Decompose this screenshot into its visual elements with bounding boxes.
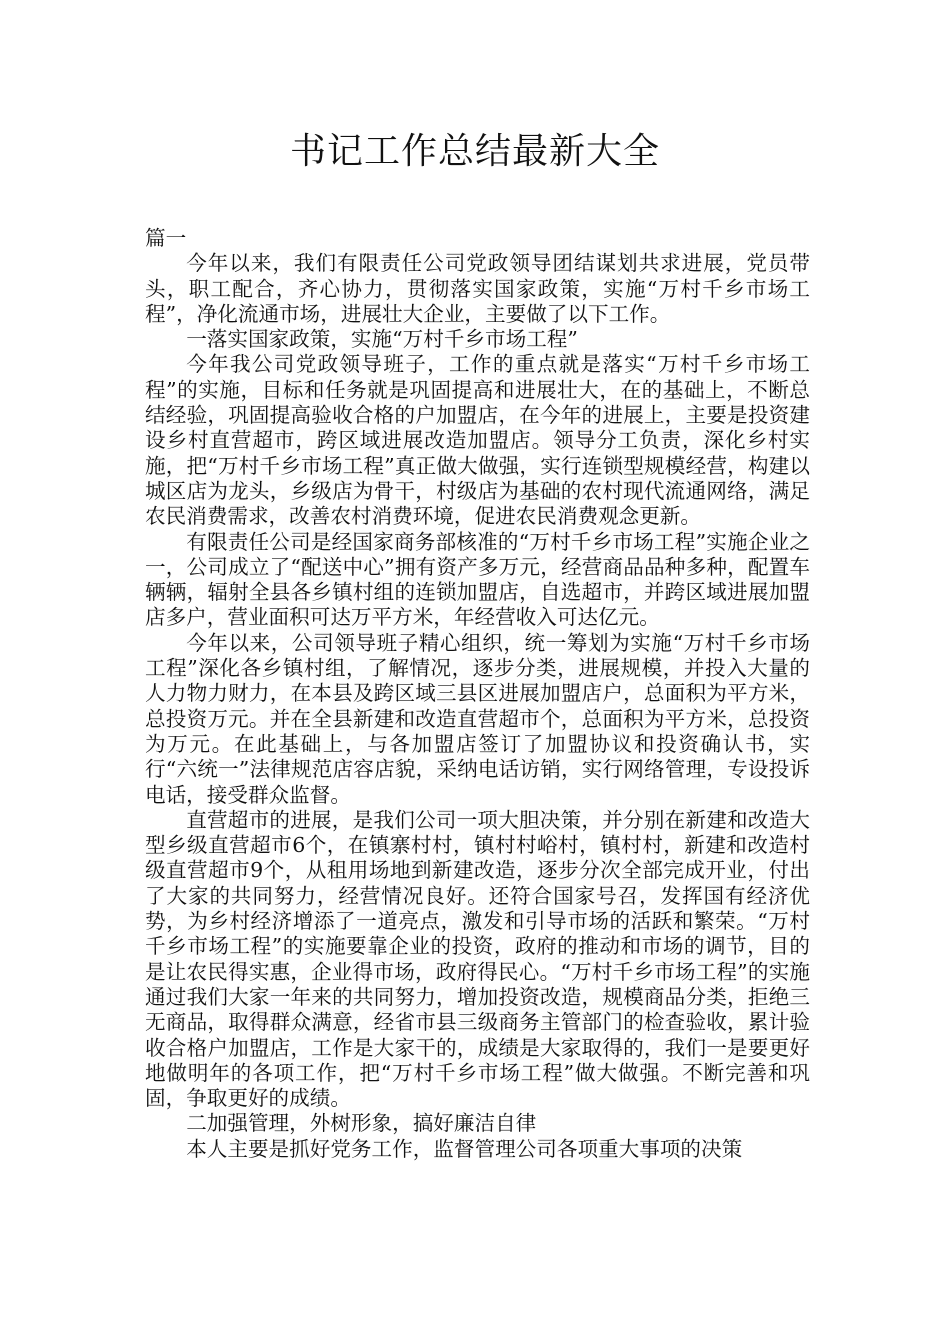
document-title: 书记工作总结最新大全: [289, 131, 660, 172]
section-label: 篇一: [145, 226, 187, 250]
heading-section-two: 二加强管理，外树形象，搞好廉洁自律: [186, 1111, 537, 1136]
heading-section-one: 一落实国家政策，实施“万村千乡市场工程”: [186, 327, 578, 352]
paragraph-work-focus: 今年我公司党政领导班子，工作的重点就是落实“万村千乡市场工程”的实施，目标和任务就是巩固提高和进展壮大，在的基础上，不断总结经验，巩固提高验收合格的户加盟店，在今年的进展上，主要是投资建设乡村直营超市，跨区域进展改造加盟店。领导分工负责，深化乡村实施，把“万村千乡市场工程”真正做大做强，实行连锁型规模经营，构建以城区店为龙头，乡级店为骨干，村级店为基础的农村现代流通网络，满足农民消费需求，改善农村消费环境，促进农民消费观念更新。: [145, 352, 810, 529]
paragraph-direct-stores: 直营超市的进展，是我们公司一项大胆决策，并分别在新建和改造大型乡级直营超市6个，在镇寨村村，镇村村峪村，镇村村，新建和改造村级直营超市9个，从租用场地到新建改造，逐步分次全部完成开业，付出了大家的共同努力，经营情况良好。还符合国家号召，发挥国有经济优势，为乡村经济增添了一道亮点，激发和引导市场的活跃和繁荣。“万村千乡市场工程”的实施要靠企业的投资，政府的推动和市场的调节，目的是让农民得实惠，企业得市场，政府得民心。“万村千乡市场工程”的实施通过我们大家一年来的共同努力，增加投资改造，规模商品分类，拒绝三无商品，取得群众满意，经省市县三级商务主管部门的检查验收，累计验收合格户加盟店，工作是大家干的，成绩是大家取得的，我们一是要更好地做明年的各项工作，把“万村千乡市场工程”做大做强。不断完善和巩固，争取更好的成绩。: [145, 807, 810, 1111]
paragraph-party-work: 本人主要是抓好党务工作，监督管理公司各项重大事项的决策: [186, 1136, 743, 1161]
document-body: [145, 226, 810, 1162]
paragraph-intro: 今年以来，我们有限责任公司党政领导团结谋划共求进展，党员带头，职工配合，齐心协力，贯彻落实国家政策，实施“万村千乡市场工程”，净化流通市场，进展壮大企业，主要做了以下工作。: [145, 251, 810, 326]
paragraph-planning: 今年以来，公司领导班子精心组织，统一筹划为实施“万村千乡市场工程”深化各乡镇村组，了解情况，逐步分类，进展规模，并投入大量的人力物力财力，在本县及跨区域三县区进展加盟店户，总面积为平方米，总投资万元。并在全县新建和改造直营超市个，总面积为平方米，总投资为万元。在此基础上，与各加盟店签订了加盟协议和投资确认书，实行“六统一”法律规范店容店貌，采纳电话访销，实行网络管理，专设投诉电话，接受群众监督。: [145, 630, 810, 807]
paragraph-company-profile: 有限责任公司是经国家商务部核准的“万村千乡市场工程”实施企业之一，公司成立了“配送中心”拥有资产多万元，经营商品品种多种，配置车辆辆，辐射全县各乡镇村组的连锁加盟店，自选超市，并跨区域进展加盟店多户，营业面积可达万平方米，年经营收入可达亿元。: [145, 529, 810, 630]
